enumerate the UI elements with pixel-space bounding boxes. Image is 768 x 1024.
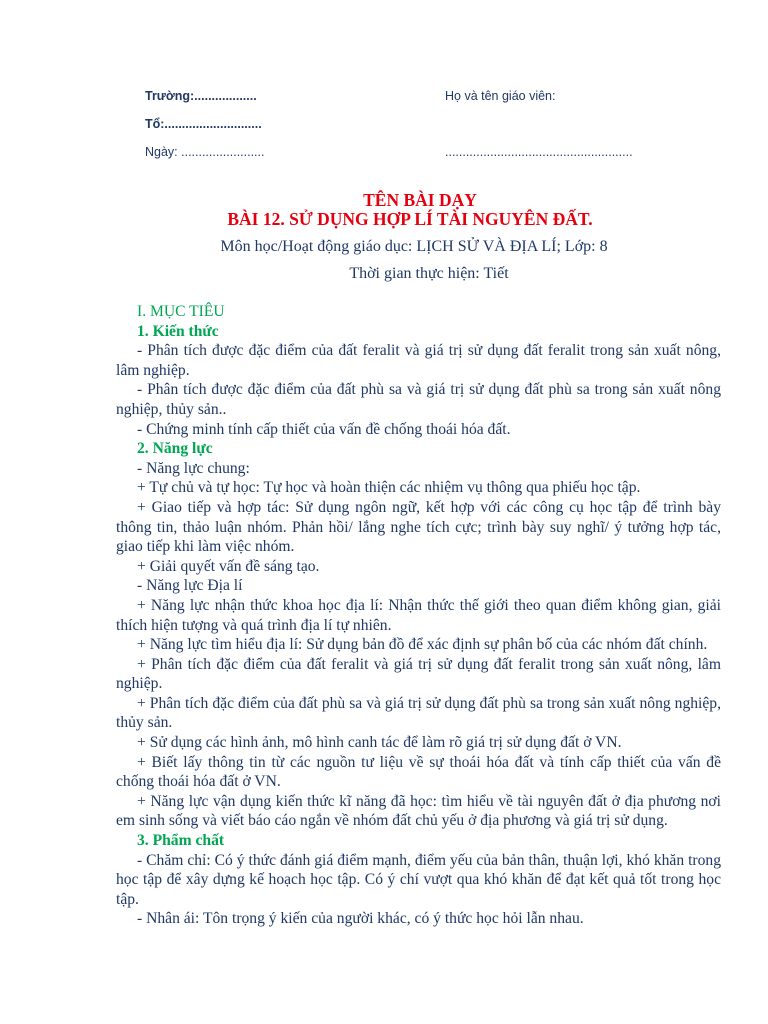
lesson-name: BÀI 12. SỬ DỤNG HỢP LÍ TÀI NGUYÊN ĐẤT.	[227, 209, 593, 229]
list-item: - Phân tích được đặc điểm của đất phù sa và giá trị sử dụng đất phù sa trong sản xuất nông nghiệp, thủy sản..	[116, 381, 721, 418]
section-heading: I. MỤC TIÊU	[137, 303, 225, 320]
lesson-label: TÊN BÀI DẠY	[363, 190, 477, 210]
list-item: - Phân tích được đặc điểm của đất feralit và giá trị sử dụng đất feralit trong sản xuất nông, lâm nghiệp.	[116, 342, 721, 379]
list-item: + Phân tích đặc điểm của đất phù sa và giá trị sử dụng đất phù sa trong sản xuất nông nghiệp, thủy sản.	[116, 694, 721, 732]
subject-line: Môn học/Hoạt động giáo dục: LỊCH SỬ VÀ ĐỊA LÍ; Lớp: 8	[220, 238, 608, 255]
list-item: + Phân tích đặc điểm của đất feralit và giá trị sử dụng đất feralit trong sản xuất nông, lâm nghiệp.	[116, 655, 721, 693]
competence-heading: 2. Năng lực	[137, 440, 213, 458]
list-item: - Năng lực Địa lí	[137, 577, 243, 595]
list-item: - Năng lực chung:	[137, 459, 250, 477]
time-line: Thời gian thực hiện: Tiết	[349, 265, 509, 282]
list-item: - Chăm chỉ: Có ý thức đánh giá điểm mạnh, điểm yếu của bản thân, thuận lợi, khó khăn trong học tập để xây dựng kế hoạch học tập. Có ý chí vượt qua khó khăn để đạt kết quả tốt trong học tập.	[116, 851, 721, 908]
list-item: - Chứng minh tính cấp thiết của vấn đề chống thoái hóa đất.	[137, 420, 511, 438]
group-field: Tổ:............................	[145, 117, 262, 131]
list-item: + Năng lực nhận thức khoa học địa lí: Nhận thức thế giới theo quan điểm không gian, giải thích hiện tượng và quá trình địa lí tự nhiên.	[116, 596, 721, 634]
list-item: + Tự chủ và tự học: Tự học và hoàn thiện các nhiệm vụ thông qua phiếu học tập.	[137, 479, 641, 497]
list-item: + Sử dụng các hình ảnh, mô hình canh tác để làm rõ giá trị sử dụng đất ở VN.	[137, 734, 622, 752]
teacher-line: ......................................................	[445, 145, 633, 159]
date-field: Ngày: ........................	[145, 145, 265, 159]
objectives-section	[116, 302, 721, 929]
teacher-label: Họ và tên giáo viên:	[445, 89, 556, 103]
list-item: + Giải quyết vấn đề sáng tạo.	[137, 557, 320, 575]
school-field: Trường:..................	[145, 89, 257, 103]
list-item: + Giao tiếp và hợp tác: Sử dụng ngôn ngữ, kết hợp với các công cụ học tập để trình bày thông tin, thảo luận nhóm. Phản hồi/ lắng nghe tích cực; trình bày suy nghĩ/ ý tưởng hợp tác, giao tiếp khi làm việc nhóm.	[116, 498, 721, 556]
list-item: - Nhân ái: Tôn trọng ý kiến của người khác, có ý thức học hỏi lẫn nhau.	[137, 910, 584, 928]
qualities-heading: 3. Phẩm chất	[137, 832, 225, 850]
list-item: + Năng lực tìm hiểu địa lí: Sử dụng bản đồ để xác định sự phân bố của các nhóm đất chính.	[137, 636, 708, 654]
list-item: + Biết lấy thông tin từ các nguồn tư liệu về sự thoái hóa đất và tính cấp thiết của vấn đề chống thoái hóa đất ở VN.	[116, 753, 721, 791]
list-item: + Năng lực vận dụng kiến thức kĩ năng đã học: tìm hiểu về tài nguyên đất ở địa phương nơi em sinh sống và viết báo cáo ngắn về nhóm đất chủ yếu ở địa phương và giá trị sử dụng.	[116, 792, 721, 830]
knowledge-heading: 1. Kiến thức	[137, 322, 219, 340]
